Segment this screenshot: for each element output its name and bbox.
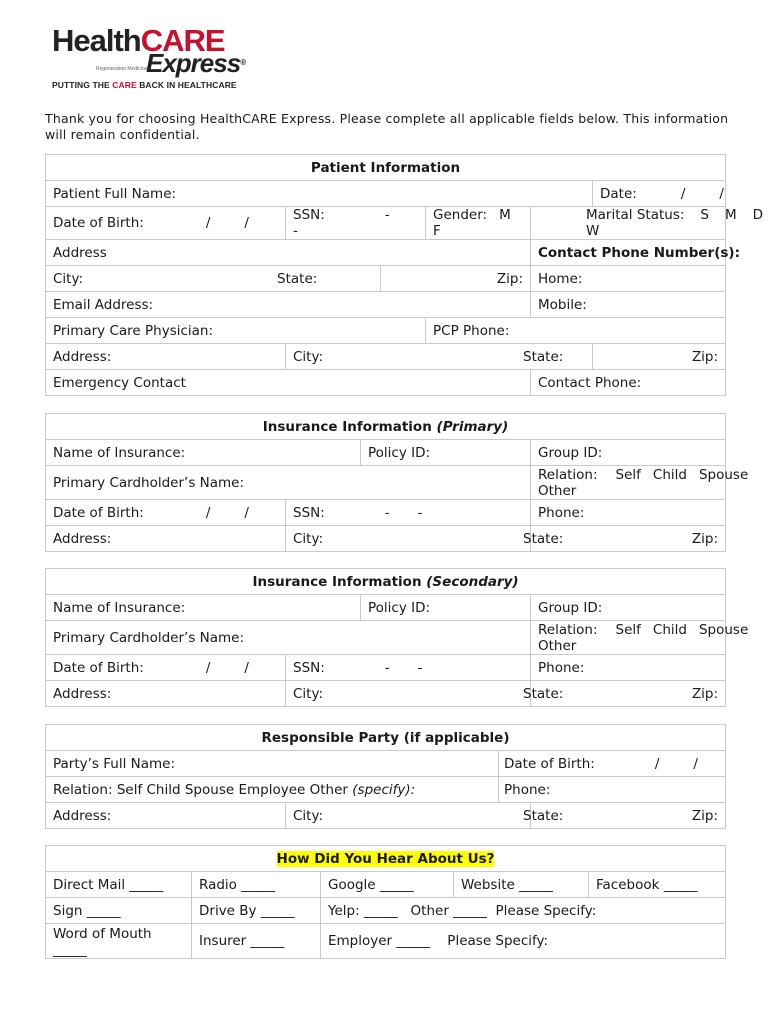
patient-ssn-field[interactable]: SSN: - - [286,207,426,240]
pcp-city-field[interactable]: City: State: [286,344,593,370]
word-of-mouth-option[interactable]: Word of Mouth _____ [46,924,192,959]
pcp-zip-field[interactable]: Zip: [593,344,726,370]
section-title: Patient Information [46,155,726,181]
address-label: Address [46,240,531,266]
marital-status-field[interactable]: Marital Status: S M D W [531,207,726,240]
section-title: Insurance Information (Primary) [46,414,726,440]
logo-name: HealthCARE [52,23,225,58]
healthcare-express-logo [52,23,282,96]
logo-express: Express® [146,48,246,78]
cardholder-ssn-field[interactable]: SSN: - - [286,500,531,526]
responsible-party-section [45,724,726,829]
sign-option[interactable]: Sign _____ [46,898,192,924]
insurance-secondary-section [45,568,749,707]
party-relation-field[interactable]: Relation: Self Child Spouse Employee Other (specify): [46,777,499,803]
pcp-address-field[interactable]: Address: [46,344,286,370]
cardholder-zip-field[interactable]: Zip: [531,526,726,552]
pcp-phone-field[interactable]: PCP Phone: [426,318,726,344]
patient-information-section [45,154,764,396]
patient-dob-field[interactable]: Date of Birth: / / [46,207,286,240]
cardholder-city-field[interactable]: City: State: [286,526,531,552]
google-option[interactable]: Google _____ [321,872,454,898]
cardholder-dob-field[interactable]: Date of Birth: / / [46,500,286,526]
cardholder-name-field[interactable]: Primary Cardholder’s Name: [46,466,531,500]
cardholder-phone-field[interactable]: Phone: [531,655,726,681]
email-address-field[interactable]: Email Address: [46,292,531,318]
mobile-phone-field[interactable]: Mobile: [531,292,726,318]
group-id-field[interactable]: Group ID: [531,440,726,466]
insurance-primary-section [45,413,749,552]
party-full-name-field[interactable]: Party’s Full Name: [46,751,499,777]
emergency-contact-phone-field[interactable]: Contact Phone: [531,370,726,396]
emergency-contact-field[interactable]: Emergency Contact [46,370,531,396]
cardholder-city-field[interactable]: City: State: [286,681,531,707]
policy-id-field[interactable]: Policy ID: [361,440,531,466]
intro-text: Thank you for choosing HealthCARE Express. Please complete all applicable fields below. This information will remain confidential. [45,111,729,142]
logo-subtext: Regeneration Medicine [96,66,148,72]
gender-field[interactable]: Gender: M F [426,207,531,240]
home-phone-field[interactable]: Home: [531,266,726,292]
insurer-option[interactable]: Insurer _____ [192,924,321,959]
party-dob-field[interactable]: Date of Birth: / / [499,751,726,777]
insurance-name-field[interactable]: Name of Insurance: [46,595,361,621]
city-field[interactable]: City: State: [46,266,381,292]
employer-option[interactable]: Employer _____ Please Specify: [321,924,726,959]
date-field[interactable]: Date: / / [593,181,726,207]
patient-full-name-field[interactable]: Patient Full Name: [46,181,593,207]
contact-phone-numbers-heading: Contact Phone Number(s): [531,240,726,266]
section-title: Insurance Information (Secondary) [46,569,726,595]
cardholder-zip-field[interactable]: Zip: [531,681,726,707]
cardholder-address-field[interactable]: Address: [46,681,286,707]
relation-field[interactable]: Relation: Self Child Spouse Other [531,621,726,655]
radio-option[interactable]: Radio _____ [192,872,321,898]
yelp-other-option[interactable]: Yelp: _____ Other _____ Please Specify: [321,898,726,924]
cardholder-name-field[interactable]: Primary Cardholder’s Name: [46,621,531,655]
website-option[interactable]: Website _____ [454,872,589,898]
policy-id-field[interactable]: Policy ID: [361,595,531,621]
insurance-name-field[interactable]: Name of Insurance: [46,440,361,466]
cardholder-dob-field[interactable]: Date of Birth: / / [46,655,286,681]
cardholder-ssn-field[interactable]: SSN: - - [286,655,531,681]
group-id-field[interactable]: Group ID: [531,595,726,621]
drive-by-option[interactable]: Drive By _____ [192,898,321,924]
party-zip-field[interactable]: Zip: [531,803,726,829]
primary-care-physician-field[interactable]: Primary Care Physician: [46,318,426,344]
section-title: How Did You Hear About Us? [46,846,726,872]
section-title: Responsible Party (if applicable) [46,725,726,751]
relation-field[interactable]: Relation: Self Child Spouse Other [531,466,726,500]
zip-field[interactable]: Zip: [381,266,531,292]
party-city-field[interactable]: City: State: [286,803,531,829]
direct-mail-option[interactable]: Direct Mail _____ [46,872,192,898]
cardholder-address-field[interactable]: Address: [46,526,286,552]
cardholder-phone-field[interactable]: Phone: [531,500,726,526]
facebook-option[interactable]: Facebook _____ [589,872,726,898]
logo-tagline: PUTTING THE CARE BACK IN HEALTHCARE [52,80,237,90]
party-phone-field[interactable]: Phone: [499,777,726,803]
party-address-field[interactable]: Address: [46,803,286,829]
how-did-you-hear-section [45,845,726,959]
